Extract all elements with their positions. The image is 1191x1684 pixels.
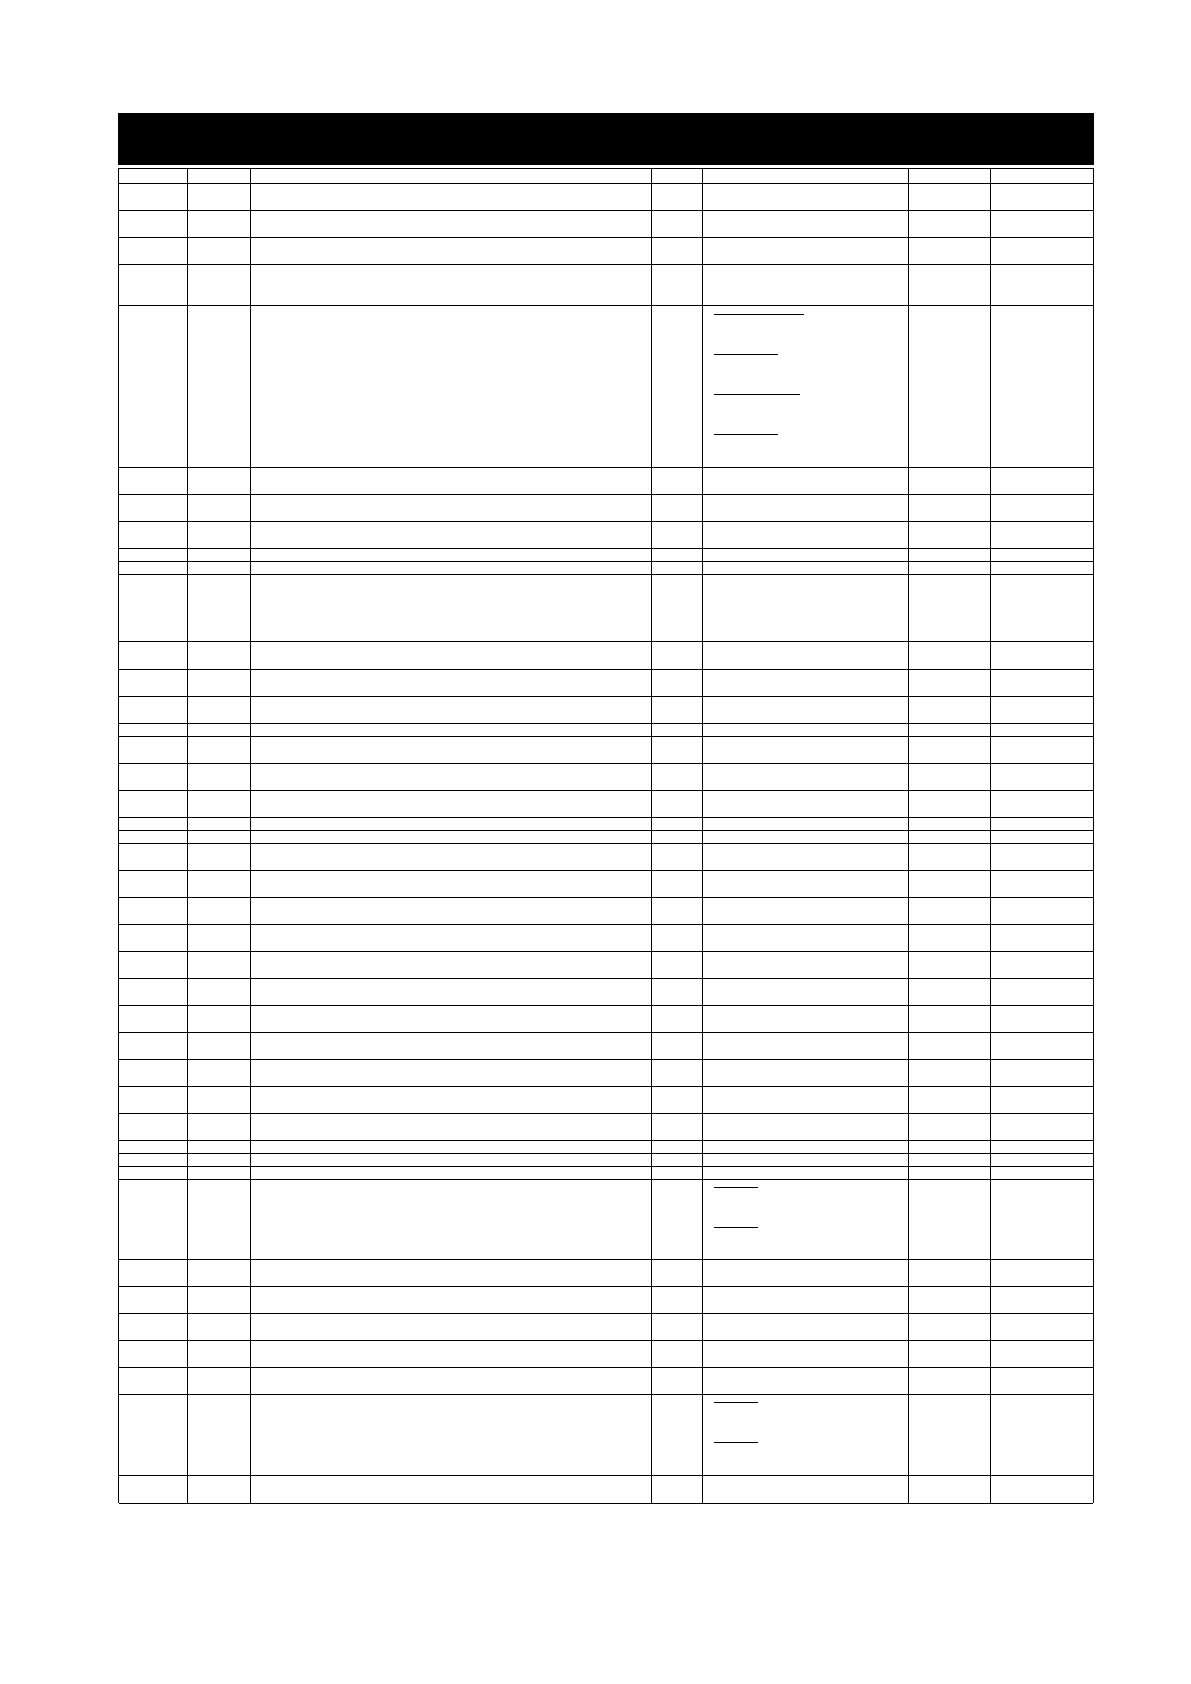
table-row — [119, 210, 1093, 238]
table-row — [119, 978, 1093, 1006]
table-row — [119, 574, 1093, 642]
table-row — [119, 641, 1093, 670]
table-row — [119, 305, 1093, 468]
table-row — [119, 723, 1093, 737]
table-row — [119, 169, 1093, 184]
table-row — [119, 790, 1093, 818]
table-row — [119, 870, 1093, 898]
underline-field — [714, 1442, 758, 1443]
form-table — [118, 168, 1094, 1503]
table-row — [119, 237, 1093, 265]
table-row — [119, 669, 1093, 697]
table-row — [119, 264, 1093, 306]
table-row — [119, 1113, 1093, 1141]
underline-field — [714, 1227, 758, 1228]
table-row — [119, 1032, 1093, 1060]
table-row — [119, 1394, 1093, 1476]
table-row — [119, 1286, 1093, 1314]
table-row — [119, 1259, 1093, 1287]
table-row — [119, 1140, 1093, 1154]
table-row — [119, 1166, 1093, 1180]
table-row — [119, 494, 1093, 522]
underline-field — [714, 1402, 758, 1403]
table-row — [119, 897, 1093, 925]
table-row — [119, 843, 1093, 871]
table-row — [119, 696, 1093, 724]
underline-field — [714, 394, 800, 395]
table-row — [119, 467, 1093, 495]
table-row — [119, 951, 1093, 979]
underline-field — [714, 354, 778, 355]
table-row — [119, 521, 1093, 549]
table-row — [119, 830, 1093, 844]
table-row — [119, 1086, 1093, 1114]
underline-field — [714, 1187, 758, 1188]
table-row — [119, 1059, 1093, 1087]
table-row — [119, 1475, 1093, 1504]
table-row — [119, 1313, 1093, 1341]
table-row — [119, 736, 1093, 764]
table-row — [119, 1153, 1093, 1167]
table-row — [119, 763, 1093, 791]
table-row — [119, 1179, 1093, 1260]
table-row — [119, 1005, 1093, 1033]
table-row — [119, 183, 1093, 211]
underline-field — [714, 314, 804, 315]
table-row — [119, 548, 1093, 562]
table-row — [119, 924, 1093, 952]
header-bar — [118, 113, 1094, 165]
table-row — [119, 561, 1093, 575]
table-row — [119, 817, 1093, 831]
table-row — [119, 1367, 1093, 1395]
underline-field — [714, 434, 778, 435]
table-row — [119, 1340, 1093, 1368]
